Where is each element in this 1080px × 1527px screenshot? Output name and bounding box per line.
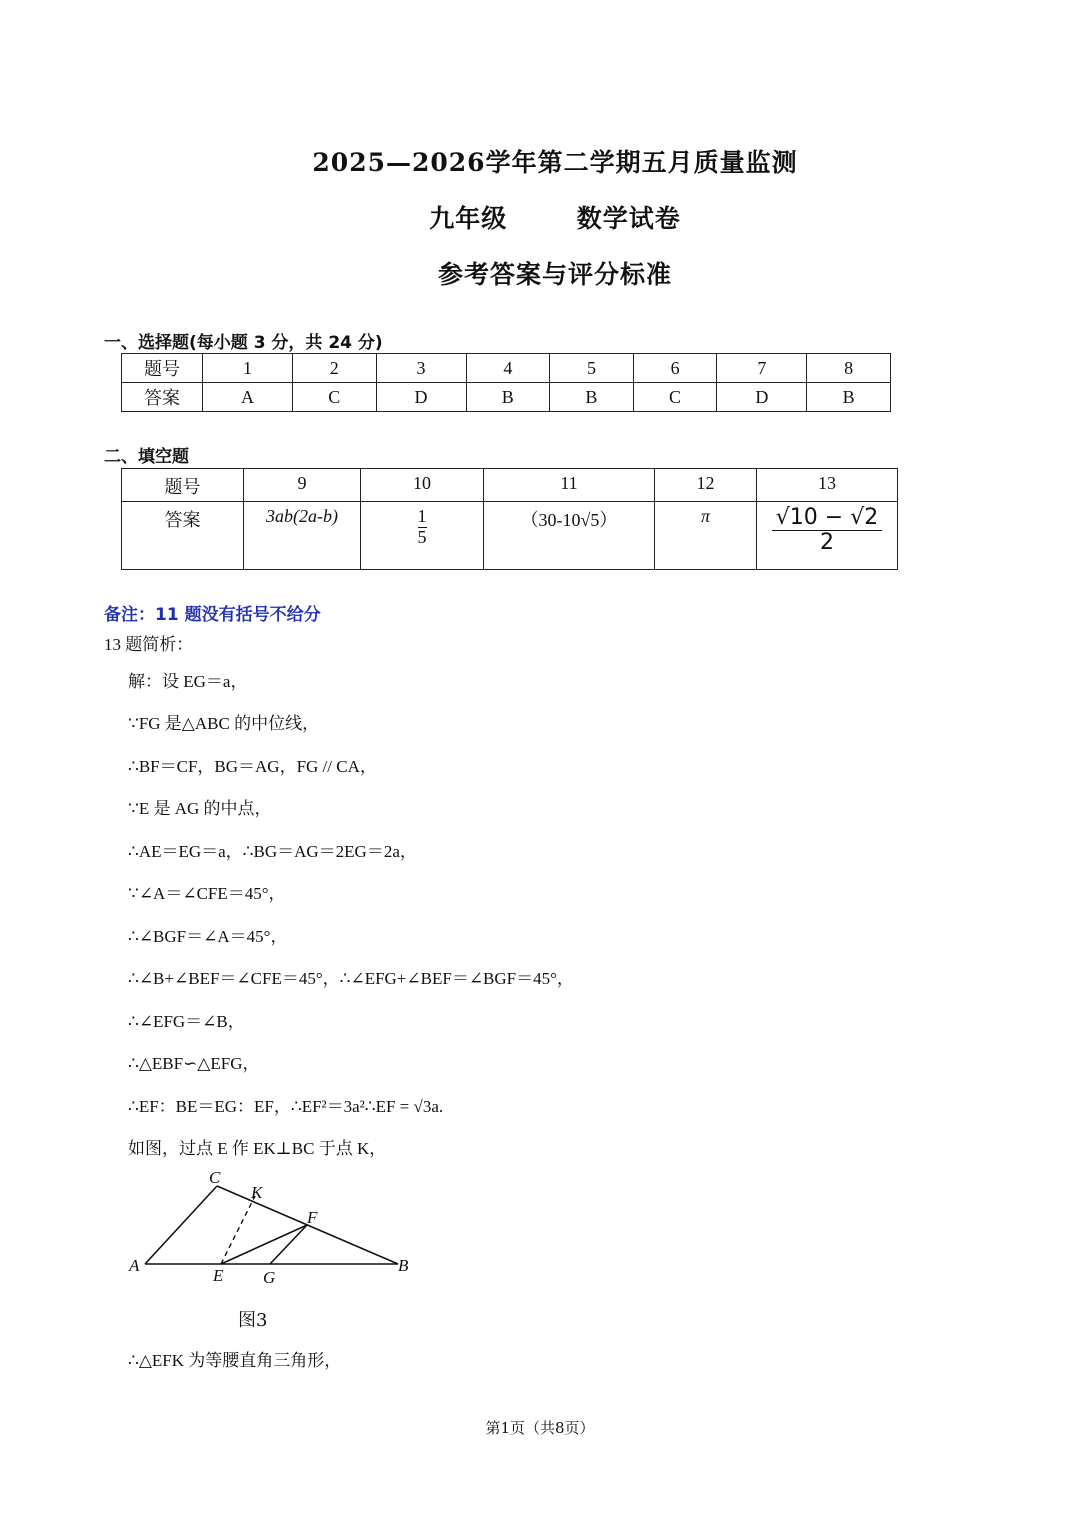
- table-cell: 7: [717, 354, 807, 383]
- label-c: C: [209, 1168, 221, 1187]
- page-footer: 第1页（共8页）: [485, 1419, 595, 1437]
- solution-line: ∴∠EFG＝∠B，: [128, 1012, 245, 1031]
- label-f: F: [307, 1208, 318, 1227]
- table-cell: D: [717, 383, 807, 412]
- label-b: B: [398, 1256, 409, 1275]
- answer-12: π: [655, 502, 757, 570]
- answer-10: [361, 502, 484, 570]
- solution-line: ∴△EBF∽△EFG，: [128, 1054, 260, 1073]
- solution-line: ∴AE＝EG＝a，∴BG＝AG＝2EG＝2a，: [128, 842, 417, 861]
- solution-line: 解：设 EG＝a，: [128, 672, 248, 691]
- segment-ef: [221, 1225, 307, 1264]
- label-e: E: [213, 1266, 224, 1285]
- table-cell: B: [550, 383, 634, 412]
- geometry-figure: [120, 1162, 420, 1292]
- table-cell: A: [203, 383, 293, 412]
- solution-line: ∴BF＝CF，BG＝AG，FG // CA，: [128, 757, 377, 776]
- title-line-2: [0, 199, 1080, 235]
- title-grade: 九年级: [429, 204, 508, 233]
- solution-last-line: ∴△EFK 为等腰直角三角形，: [128, 1351, 342, 1370]
- solution-line: ∴∠BGF＝∠A＝45°，: [128, 927, 288, 946]
- solution-line: ∴EF：BE＝EG：EF，∴EF²＝3a²∴EF = √3a.: [128, 1097, 444, 1116]
- row-label-answer: 答案: [122, 502, 244, 570]
- table-cell: C: [292, 383, 376, 412]
- title-line-1: 2025—2026学年第二学期五月质量监测: [312, 148, 798, 177]
- solution-line: ∵FG 是△ABC 的中位线，: [128, 714, 320, 733]
- table-row: [122, 354, 891, 383]
- solution-line: 如图，过点 E 作 EK⊥BC 于点 K，: [128, 1139, 387, 1158]
- fraction-numerator: √10 − √2: [775, 505, 879, 530]
- row-label-number: 题号: [122, 354, 203, 383]
- scoring-note: 备注：11 题没有括号不给分: [104, 605, 321, 625]
- row-label-answer: 答案: [122, 383, 203, 412]
- figure-caption: 图3: [238, 1310, 268, 1331]
- title-subject: 数学试卷: [576, 204, 681, 233]
- table-row: [122, 469, 898, 502]
- table-cell: 6: [633, 354, 717, 383]
- table-cell: B: [807, 383, 891, 412]
- solution-line: ∴∠B+∠BEF＝∠CFE＝45°，∴∠EFG+∠BEF＝∠BGF＝45°，: [128, 969, 574, 988]
- table-cell: 1: [203, 354, 293, 383]
- table-cell: 4: [466, 354, 550, 383]
- table-cell: B: [466, 383, 550, 412]
- label-g: G: [263, 1268, 276, 1287]
- section2-heading: 二、填空题: [104, 447, 189, 467]
- solution-line: ∵∠A＝∠CFE＝45°，: [128, 884, 286, 903]
- label-a: A: [129, 1256, 140, 1275]
- table-row: [122, 502, 898, 570]
- table-cell: D: [376, 383, 466, 412]
- fraction-numerator: 1: [417, 506, 427, 526]
- segment-ek: [221, 1196, 255, 1264]
- table-cell: 5: [550, 354, 634, 383]
- table-cell: 3: [376, 354, 466, 383]
- section1-heading: 一、选择题(每小题 3 分，共 24 分): [104, 333, 383, 353]
- title-line-3: 参考答案与评分标准: [437, 260, 672, 289]
- answer-9: 3ab(2a-b): [244, 502, 361, 570]
- fraction-denominator: 2: [820, 530, 834, 556]
- choice-answer-table: [121, 353, 891, 412]
- fraction-answer-13: [772, 506, 882, 555]
- answer-13: [757, 502, 898, 570]
- fraction-denominator: 5: [417, 526, 427, 547]
- table-cell: 13: [757, 469, 898, 502]
- fraction-1-5: [418, 507, 427, 548]
- fill-answer-table: [121, 468, 898, 570]
- table-cell: 2: [292, 354, 376, 383]
- table-cell: C: [633, 383, 717, 412]
- segment-gf: [270, 1225, 307, 1264]
- label-k: K: [251, 1183, 263, 1202]
- row-label-number: 题号: [122, 469, 244, 502]
- answer-11: （30-10√5）: [484, 502, 655, 570]
- table-cell: 11: [484, 469, 655, 502]
- table-cell: 10: [361, 469, 484, 502]
- table-cell: 8: [807, 354, 891, 383]
- solution-line: ∵E 是 AG 的中点，: [128, 799, 272, 818]
- table-row: [122, 383, 891, 412]
- table-cell: 12: [655, 469, 757, 502]
- solution-intro: 13 题简析：: [104, 635, 194, 654]
- segment-ac: [145, 1186, 217, 1264]
- table-cell: 9: [244, 469, 361, 502]
